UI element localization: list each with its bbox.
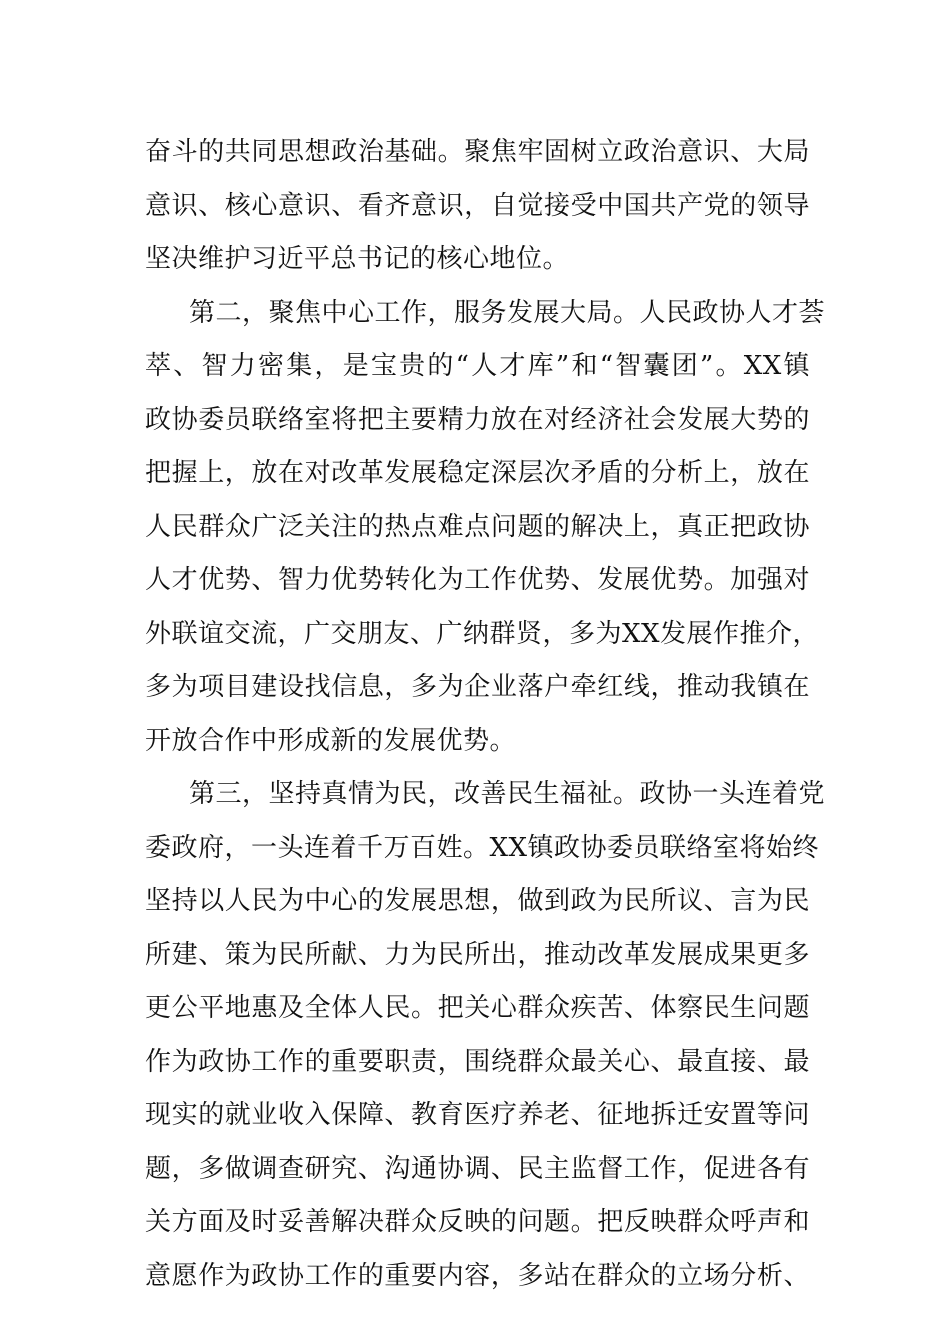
paragraph-3-line-4: 所建、策为民所献、力为民所出，推动改革发展成果更多 xyxy=(145,939,810,970)
paragraph-2-line-7: 外联谊交流，广交朋友、广纳群贤，多为XX发展作推介， xyxy=(145,618,820,649)
document-body xyxy=(145,126,826,1303)
paragraph-2-line-6: 人才优势、智力优势转化为工作优势、发展优势。加强对 xyxy=(145,565,810,595)
paragraph-1-line-1: 奋斗的共同思想政治基础。聚焦牢固树立政治意识、大局 xyxy=(145,137,810,167)
paragraph-1-line-3: 坚决维护习近平总书记的核心地位。 xyxy=(145,244,570,274)
paragraph-2-line-2: 萃、智力密集，是宝贵的“人才库”和“智囊团”。XX镇 xyxy=(145,351,810,381)
paragraph-3-line-9: 关方面及时妥善解决群众反映的问题。把反映群众呼声和 xyxy=(145,1207,810,1237)
paragraph-3-line-2: 委政府，一头连着千万百姓。XX镇政协委员联络室将始终 xyxy=(145,832,820,863)
paragraph-2-line-8: 多为项目建设找信息，多为企业落户牵红线，推动我镇在 xyxy=(145,672,810,702)
paragraph-3-line-3: 坚持以人民为中心的发展思想，做到政为民所议、言为民 xyxy=(145,886,810,916)
paragraph-2-line-1: 第二，聚焦中心工作，服务发展大局。人民政协人才荟 xyxy=(189,297,826,328)
paragraph-3-line-1: 第三，坚持真情为民，改善民生福祉。政协一头连着党 xyxy=(189,779,826,809)
paragraph-3-line-6: 作为政协工作的重要职责，围绕群众最关心、最直接、最 xyxy=(145,1046,810,1077)
paragraph-1-line-2: 意识、核心意识、看齐意识，自觉接受中国共产党的领导 xyxy=(145,190,810,221)
paragraph-3-line-7: 现实的就业收入保障、教育医疗养老、征地拆迁安置等问 xyxy=(145,1100,810,1130)
paragraph-3-line-8: 题，多做调查研究、沟通协调、民主监督工作，促进各有 xyxy=(145,1153,810,1184)
paragraph-2-line-3: 政协委员联络室将把主要精力放在对经济社会发展大势的 xyxy=(145,404,810,435)
paragraph-2-line-5: 人民群众广泛关注的热点难点问题的解决上，真正把政协 xyxy=(145,511,810,542)
paragraph-3-line-5: 更公平地惠及全体人民。把关心群众疾苦、体察民生问题 xyxy=(145,993,810,1023)
paragraph-2-line-4: 把握上，放在对改革发展稳定深层次矛盾的分析上，放在 xyxy=(145,458,810,488)
paragraph-2-line-9: 开放合作中形成新的发展优势。 xyxy=(145,725,517,756)
paragraph-3-line-10: 意愿作为政协工作的重要内容，多站在群众的立场分析、 xyxy=(145,1260,810,1291)
